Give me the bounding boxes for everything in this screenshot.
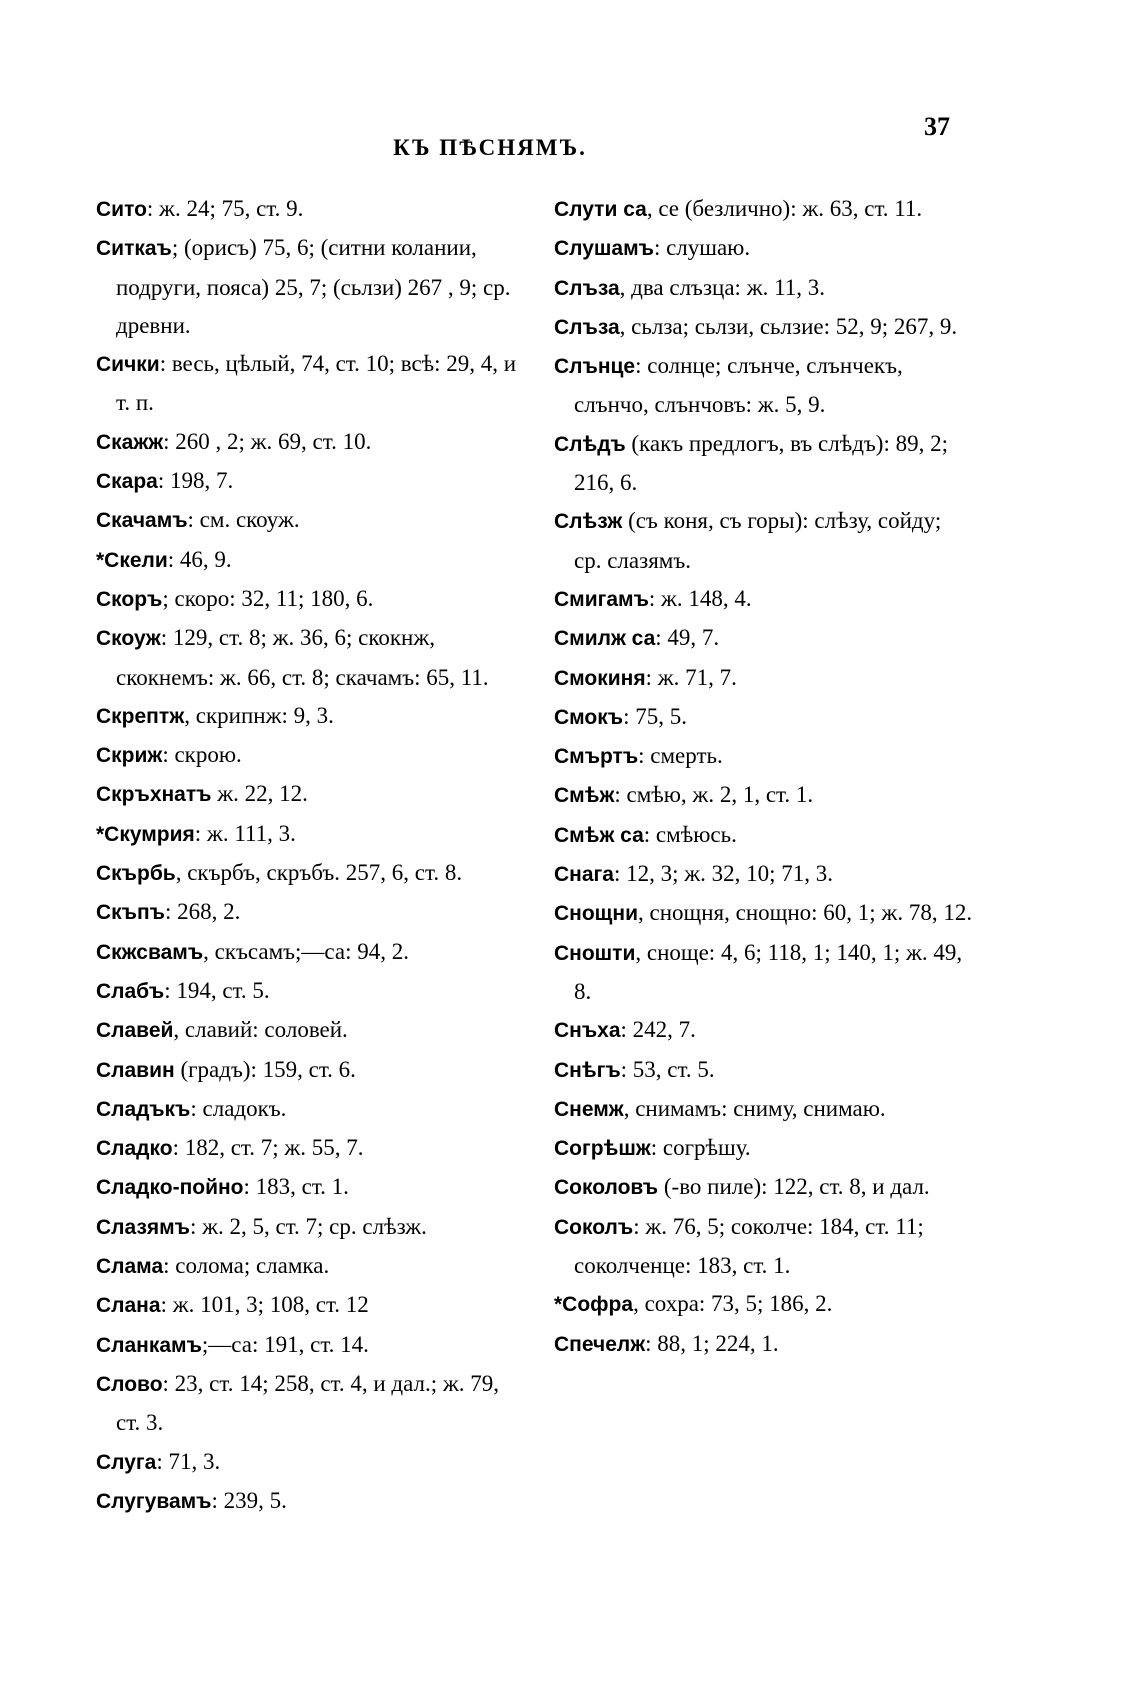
glossary-entry	[96, 1168, 528, 1207]
entry-definition: : солнце; слънче, слънчекъ, слънчо, слънчовъ: ж. 5, 9.	[574, 353, 903, 418]
glossary-entry	[96, 736, 528, 775]
entry-headword: Скоръ	[96, 587, 163, 611]
entry-headword: Слуга	[96, 1450, 157, 1474]
entry-headword: Смѣж	[554, 784, 615, 808]
glossary-entry	[96, 1326, 528, 1365]
entry-headword: Ситкаъ	[96, 237, 172, 261]
entry-headword: Скриж	[96, 744, 163, 768]
entry-headword: Слана	[96, 1294, 161, 1318]
entry-definition: : 183, ст. 1.	[243, 1174, 349, 1200]
entry-definition: : 75, 5.	[623, 703, 687, 729]
entry-definition: (какъ предлогъ, въ слѣдъ): 89, 2; 216, 6.	[574, 430, 948, 496]
entry-definition: : 46, 9.	[167, 546, 232, 572]
entry-definition: ; (орисъ) 75, 6; (ситни колании, подруги, пояса) 25, 7; (сьлзи) 267 , 9; ср. древни.	[116, 235, 511, 338]
entry-definition: , скрипнж: 9, 3.	[184, 702, 334, 728]
entry-headword: Скръхнатъ	[96, 783, 212, 807]
glossary-entry	[96, 423, 528, 462]
entry-definition: : ж. 101, 3; 108, ст. 12	[160, 1292, 369, 1318]
entry-headword: Скажж	[96, 430, 164, 454]
entry-definition: , се (безлично): ж. 63, ст. 11.	[646, 196, 923, 221]
glossary-entry	[554, 580, 974, 619]
entry-headword: Скрептж	[96, 704, 185, 728]
glossary-entry	[96, 854, 528, 893]
glossary-entry	[96, 190, 528, 229]
glossary-entry	[96, 933, 528, 972]
entry-headword: Скара	[96, 470, 158, 494]
entry-headword: Слѣзж	[554, 510, 623, 534]
entry-definition: , сноще: 4, 6; 118, 1; 140, 1; ж. 49, 8.	[574, 939, 963, 1004]
entry-headword: *Скели	[96, 548, 168, 572]
entry-headword: Соколъ	[554, 1215, 634, 1239]
entry-definition: , сохра: 73, 5; 186, 2.	[633, 1291, 833, 1317]
glossary-entry	[96, 580, 528, 619]
left-column	[96, 190, 528, 1521]
glossary-entry	[554, 659, 974, 698]
entry-definition: (градъ): 159, ст. 6.	[174, 1056, 356, 1082]
glossary-entry	[96, 697, 528, 736]
glossary-entry	[96, 1247, 528, 1286]
entry-headword: Смокиня	[554, 666, 646, 690]
entry-headword: Смокъ	[554, 705, 624, 729]
glossary-entry	[554, 855, 974, 894]
entry-definition: : 242, 7.	[620, 1017, 696, 1043]
entry-headword: Слама	[96, 1255, 164, 1279]
entry-headword: Смѣж са	[554, 823, 644, 847]
entry-definition: : 239, 5.	[211, 1487, 287, 1513]
entry-definition: : 23, ст. 14; 258, ст. 4, и дал.; ж. 79, ст. 3.	[116, 1370, 500, 1436]
entry-definition: , славий: соловей.	[173, 1017, 348, 1043]
glossary-entry	[96, 1090, 528, 1129]
entry-headword: Слабъ	[96, 979, 165, 1003]
glossary-entry	[96, 1011, 528, 1050]
entry-headword: Скжсвамъ	[96, 940, 204, 964]
glossary-entry	[554, 1168, 974, 1207]
glossary-entry	[554, 894, 974, 933]
glossary-entry	[96, 893, 528, 932]
running-head: КЪ ПѢСНЯМЪ.	[393, 135, 587, 160]
glossary-entry	[96, 1443, 528, 1482]
glossary-entry	[96, 229, 528, 345]
glossary-entry	[96, 1286, 528, 1325]
entry-headword: Слугувамъ	[96, 1489, 212, 1513]
entry-headword: Слъза	[554, 276, 620, 300]
right-column	[554, 190, 974, 1364]
entry-headword: Сланкамъ	[96, 1333, 202, 1357]
entry-headword: Смигамъ	[554, 587, 649, 611]
glossary-entry	[554, 1129, 974, 1168]
glossary-entry	[554, 816, 974, 855]
entry-headword: Снемж	[554, 1097, 624, 1121]
entry-definition: : 260 , 2; ж. 69, ст. 10.	[163, 428, 372, 454]
entry-definition: (съ коня, съ горы): слѣзу, сойду; ср. слазямъ.	[574, 508, 942, 573]
glossary-entry	[96, 541, 528, 580]
entry-headword: Слъза	[554, 315, 620, 339]
glossary-entry	[554, 190, 974, 229]
entry-definition: : 71, 3.	[156, 1448, 221, 1474]
entry-headword: Скачамъ	[96, 509, 188, 533]
entry-headword: *Скумрия	[96, 822, 195, 846]
entry-definition: , скъсамъ;—са: 94, 2.	[203, 938, 410, 964]
entry-headword: Славей	[96, 1019, 174, 1043]
glossary-entry	[96, 1129, 528, 1168]
glossary-entry	[96, 1482, 528, 1521]
entry-definition: : 12, 3; ж. 32, 10; 71, 3.	[613, 861, 834, 887]
entry-headword: Смилж са	[554, 627, 656, 651]
entry-headword: Слѣдъ	[554, 432, 626, 456]
entry-definition: : 198, 7.	[157, 468, 234, 494]
entry-definition: ;—са: 191, ст. 14.	[201, 1331, 369, 1357]
entry-headword: Соколовъ	[554, 1176, 659, 1200]
entry-definition: , снимамъ: сниму, снимаю.	[623, 1095, 886, 1121]
glossary-entry	[554, 776, 974, 815]
entry-definition: : 182, ст. 7; ж. 55, 7.	[172, 1135, 364, 1161]
entry-definition: ж. 22, 12.	[211, 781, 308, 807]
entry-definition: : скрою.	[162, 742, 242, 768]
entry-headword: Скъпъ	[96, 901, 165, 925]
entry-definition: : смѣюсь.	[643, 821, 737, 847]
glossary-entry	[96, 775, 528, 814]
entry-headword: Слазямъ	[96, 1215, 190, 1239]
entry-headword: Сладко	[96, 1137, 173, 1161]
entry-definition: ; скоро: 32, 11; 180, 6.	[162, 585, 374, 611]
glossary-entry	[554, 1285, 974, 1324]
entry-definition: : согрѣшу.	[650, 1135, 751, 1161]
entry-headword: Слово	[96, 1372, 163, 1396]
entry-headword: Снѣгъ	[554, 1058, 621, 1082]
entry-definition: : солома; сламка.	[163, 1253, 330, 1279]
entry-definition: : 194, ст. 5.	[164, 977, 270, 1003]
glossary-entry	[554, 934, 974, 1012]
entry-definition: : 268, 2.	[164, 899, 241, 925]
entry-headword: Скърбь	[96, 862, 176, 886]
glossary-entry	[554, 502, 974, 580]
glossary-entry	[96, 1051, 528, 1090]
glossary-entry	[554, 619, 974, 658]
entry-headword: Сички	[96, 353, 160, 377]
entry-definition: : смѣю, ж. 2, 1, ст. 1.	[614, 782, 814, 808]
entry-headword: Слънце	[554, 355, 636, 379]
glossary-entry	[554, 1051, 974, 1090]
entry-headword: Согрѣшж	[554, 1137, 651, 1161]
glossary-entry	[96, 815, 528, 854]
entry-definition: : см. скоуж.	[187, 507, 300, 533]
glossary-entry	[554, 269, 974, 308]
glossary-entry	[96, 1208, 528, 1247]
entry-definition: : 53, ст. 5.	[620, 1056, 715, 1082]
glossary-entry	[554, 347, 974, 425]
entry-definition: , два слъзца: ж. 11, 3.	[619, 274, 825, 300]
entry-definition: : 88, 1; 224, 1.	[645, 1330, 779, 1356]
entry-headword: Сито	[96, 198, 147, 221]
entry-headword: Смъртъ	[554, 745, 639, 769]
entry-headword: Сладъкъ	[96, 1097, 191, 1121]
glossary-entry	[554, 308, 974, 347]
entry-headword: Славин	[96, 1058, 175, 1082]
glossary-entry	[554, 425, 974, 503]
entry-headword: Снага	[554, 863, 614, 887]
glossary-entry	[554, 1325, 974, 1364]
glossary-entry	[554, 1208, 974, 1286]
glossary-entry	[96, 462, 528, 501]
entry-headword: Скоуж	[96, 627, 161, 651]
entry-definition: : ж. 111, 3.	[194, 820, 296, 846]
glossary-entry	[96, 972, 528, 1011]
glossary-entry	[96, 1365, 528, 1443]
entry-headword: Снощни	[554, 902, 638, 926]
glossary-entry	[554, 737, 974, 776]
entry-headword: Сношти	[554, 941, 636, 965]
entry-definition: : ж. 2, 5, ст. 7; ср. слѣзж.	[189, 1213, 427, 1239]
entry-definition: : слушаю.	[653, 235, 751, 261]
glossary-entry	[554, 698, 974, 737]
entry-definition: (-во пиле): 122, ст. 8, и дал.	[658, 1174, 930, 1200]
entry-definition: , снощня, снощно: 60, 1; ж. 78, 12.	[638, 900, 973, 926]
glossary-entry	[554, 1090, 974, 1129]
entry-definition: : сладокъ.	[190, 1095, 287, 1121]
glossary-entry	[96, 345, 528, 423]
entry-definition: , сьлза; сьлзи, сьлзие: 52, 9; 267, 9.	[619, 313, 958, 339]
entry-definition: : ж. 76, 5; соколче: 184, ст. 11; соколченце: 183, ст. 1.	[574, 1213, 924, 1279]
entry-headword: Спечелж	[554, 1332, 646, 1356]
entry-headword: Слути са	[554, 198, 647, 221]
entry-definition: : ж. 24; 75, ст. 9.	[146, 196, 304, 221]
entry-definition: : ж. 71, 7.	[645, 664, 737, 690]
glossary-entry	[96, 501, 528, 540]
entry-definition: : 129, ст. 8; ж. 36, 6; скокнж, скокнемъ: ж. 66, ст. 8; скачамъ: 65, 11.	[116, 625, 489, 690]
entry-definition: : ж. 148, 4.	[648, 585, 752, 611]
entry-definition: : весь, цѣлый, 74, ст. 10; всѣ: 29, 4, и т. п.	[116, 351, 517, 416]
entry-headword: Слушамъ	[554, 237, 654, 261]
entry-headword: Снъха	[554, 1019, 621, 1043]
glossary-entry	[554, 229, 974, 268]
entry-definition: : смерть.	[638, 743, 723, 769]
glossary-entry	[96, 619, 528, 697]
entry-headword: Сладко-пойно	[96, 1176, 244, 1200]
page-number: 37	[924, 112, 950, 141]
entry-headword: *Софра	[554, 1293, 634, 1317]
glossary-entry	[554, 1011, 974, 1050]
entry-definition: : 49, 7.	[655, 625, 720, 651]
entry-definition: , скърбъ, скръбъ. 257, 6, ст. 8.	[175, 860, 463, 886]
